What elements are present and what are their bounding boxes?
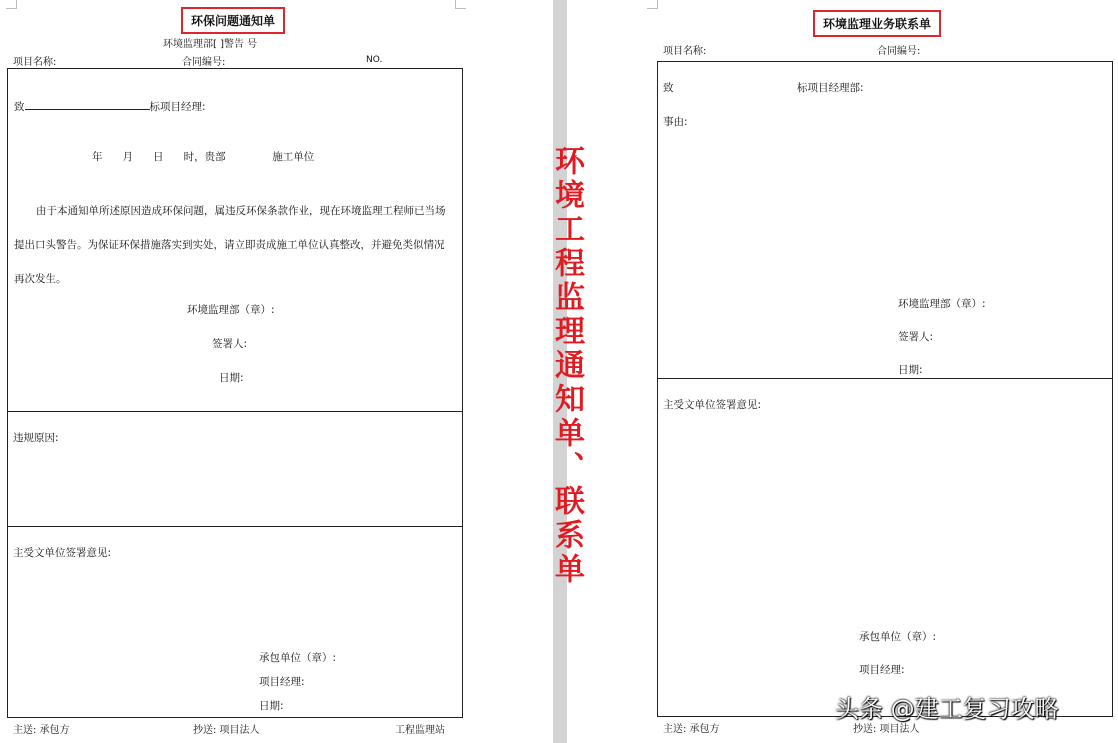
- left-contract-no-label: 合同编号:: [182, 57, 226, 68]
- right-project-name-label: 项目名称:: [663, 46, 707, 57]
- right-project-manager: 项目经理:: [859, 664, 905, 676]
- to-blank: [25, 99, 150, 110]
- left-body-text: 由于本通知单所述原因造成环保问题，属违反环保条款作业，现在环境监理工程师已当场提出口头警告。为保证环保措施落实到实处，请立即责成施工单位认真整改，并避免类似情况再次发生。: [14, 205, 446, 285]
- left-recipient-opinion: 主受文单位签署意见:: [13, 547, 112, 559]
- right-footer-main: 主送: 承包方: [663, 724, 720, 735]
- left-signer: 签署人:: [212, 338, 248, 350]
- left-date2: 日期:: [259, 700, 284, 712]
- left-date-line: 年 月 日 时，贵部 施工单位: [92, 151, 315, 163]
- left-form-title: 环保问题通知单: [181, 7, 285, 34]
- left-no-label: NO.: [366, 55, 383, 65]
- right-form-title: 环境监理业务联系单: [813, 10, 941, 37]
- watermark-text: 头条 @建工复习攻略: [835, 695, 1059, 723]
- right-to-prefix: 致: [663, 82, 674, 94]
- left-footer-station: 工程监理站: [395, 725, 445, 736]
- left-date: 日期:: [219, 372, 244, 384]
- divider: [7, 526, 463, 527]
- page-corner-mark: [6, 0, 17, 9]
- divider: [657, 378, 1113, 379]
- left-contractor-seal: 承包单位（章）:: [259, 652, 337, 664]
- left-form-table: [7, 68, 463, 718]
- right-form-table: [657, 61, 1113, 717]
- center-vertical-title: 环境工程监理通知单、联系单: [549, 145, 584, 587]
- right-footer-cc: 抄送: 项目法人: [853, 724, 920, 735]
- right-to-suffix: 标项目经理部:: [797, 82, 864, 94]
- right-contract-no-label: 合同编号:: [877, 46, 921, 57]
- right-recipient-opinion: 主受文单位签署意见:: [663, 399, 762, 411]
- to-prefix: 致: [14, 101, 25, 113]
- left-env-dept-seal: 环境监理部（章）:: [187, 304, 275, 316]
- left-footer-cc: 抄送: 项目法人: [193, 725, 260, 736]
- page-corner-mark: [647, 0, 658, 9]
- left-form-subheading: 环境监理部[ ]警告 号: [163, 39, 258, 50]
- left-project-manager: 项目经理:: [259, 676, 305, 688]
- right-date: 日期:: [898, 364, 923, 376]
- right-env-dept-seal: 环境监理部（章）:: [898, 298, 986, 310]
- divider: [7, 411, 463, 412]
- to-suffix: 标项目经理:: [149, 101, 206, 113]
- left-to-line: [14, 99, 206, 114]
- right-signer: 签署人:: [898, 331, 934, 343]
- left-project-name-label: 项目名称:: [13, 57, 57, 68]
- page-corner-mark: [455, 0, 466, 9]
- left-violation-reason: 违规原因:: [13, 432, 59, 444]
- left-footer-main: 主送: 承包方: [13, 725, 70, 736]
- right-matter: 事由:: [663, 116, 688, 128]
- right-contractor-seal: 承包单位（章）:: [859, 631, 937, 643]
